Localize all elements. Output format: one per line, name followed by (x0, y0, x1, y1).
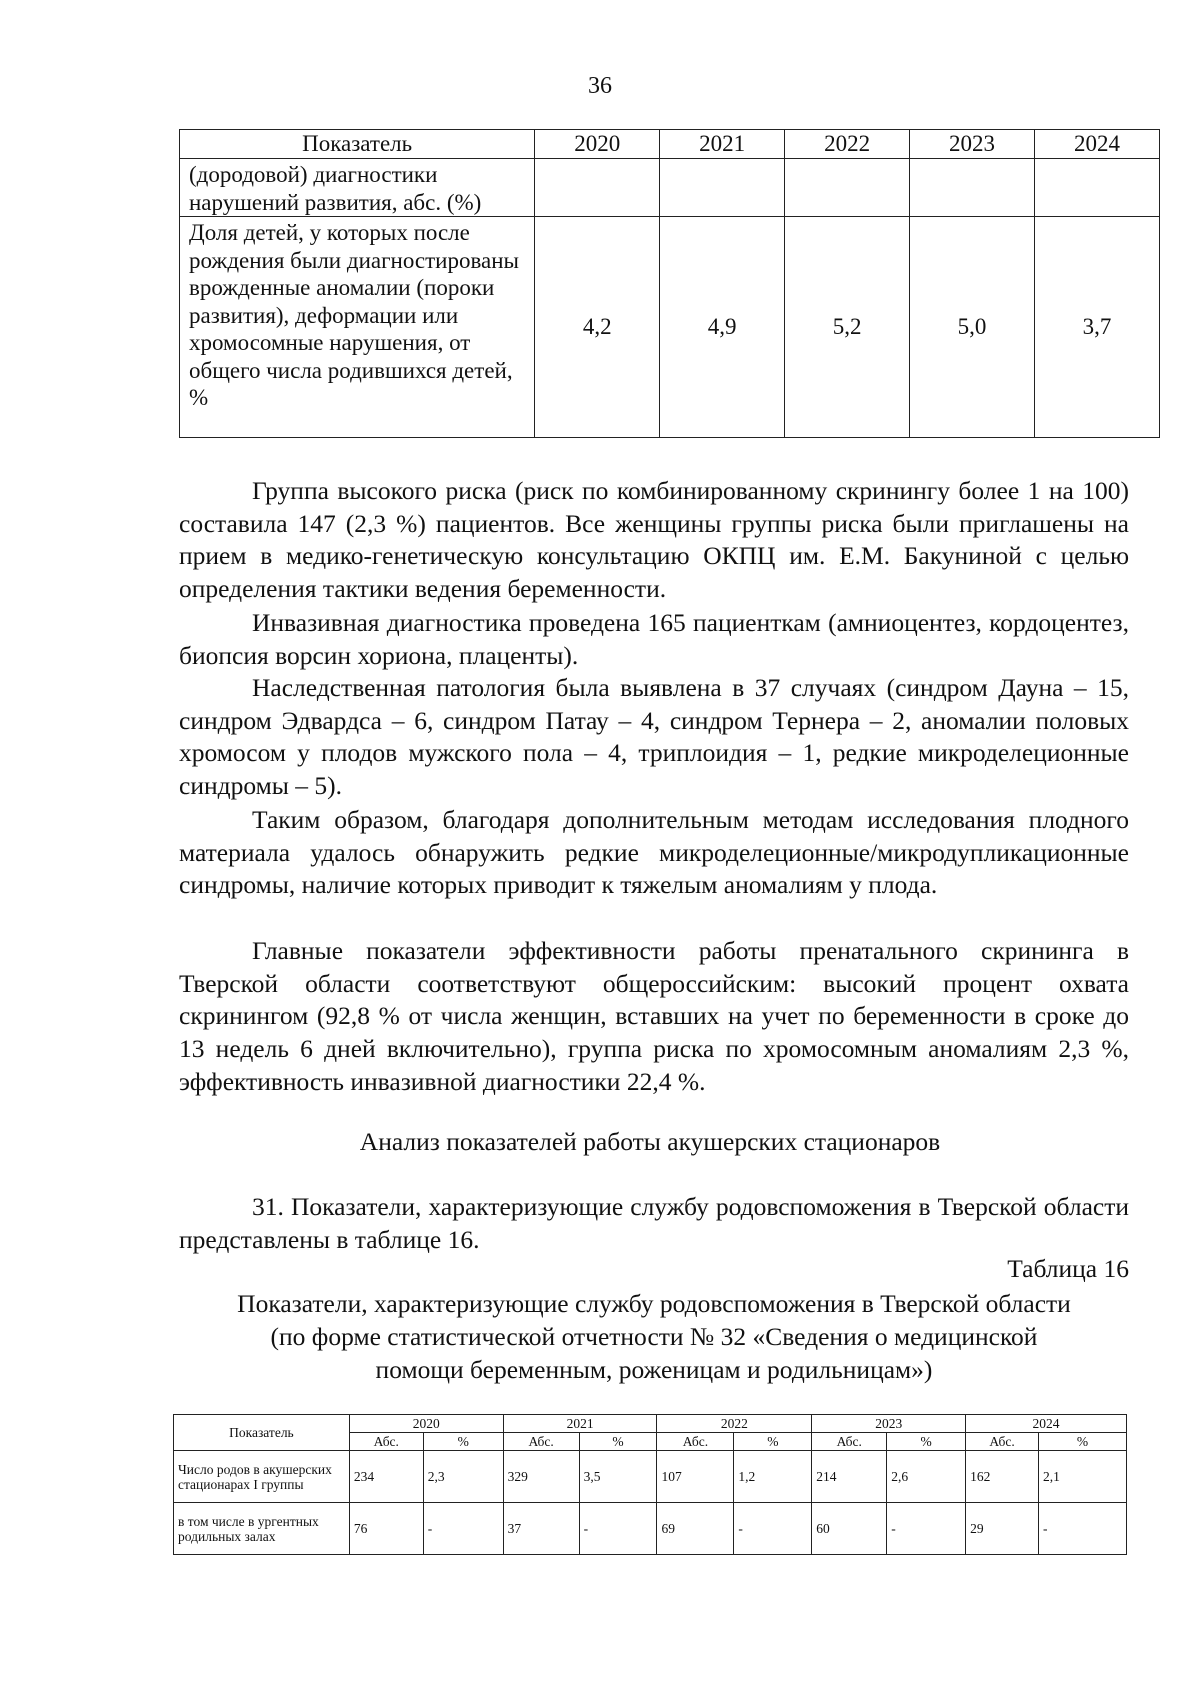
table-row (174, 1503, 1127, 1555)
cell-value: 214 (812, 1451, 887, 1503)
row-label: в том числе в ургентных родильных залах (174, 1503, 350, 1555)
header-year: 2024 (966, 1415, 1127, 1433)
table-row (180, 217, 1160, 438)
header-pct: % (579, 1433, 657, 1451)
header-year: 2020 (349, 1415, 503, 1433)
header-year: 2020 (535, 130, 660, 159)
cell-value: 3,5 (579, 1451, 657, 1503)
header-year: 2021 (503, 1415, 657, 1433)
cell-value: 329 (503, 1451, 579, 1503)
header-abs: Абс. (966, 1433, 1039, 1451)
cell-value: 4,9 (660, 217, 785, 438)
cell-value: 3,7 (1034, 217, 1159, 438)
paragraph-invasive-diagnostics: Инвазивная диагностика проведена 165 пациенткам (амниоцентез, кордоцентез, биопсия ворсин хориона, плаценты). (179, 608, 1129, 670)
paragraph-conclusion: Таким образом, благодаря дополнительным методам исследования плодного материала удалось обнаружить редкие микроделеционные/микродупликационные синдромы, наличие которых приводит к тяжелым аномалиям у плода. (179, 805, 1129, 900)
caption-line: помощи беременным, роженицам и родильницам») (375, 1355, 933, 1384)
cell-value: 162 (966, 1451, 1039, 1503)
paragraph-main-indicators: Главные показатели эффективности работы пренатального скрининга в Тверской области соответствуют общероссийским: высокий процент охвата скринингом (92,8 % от числа женщин, вставших на учет по беременности в сроке до 13 недель 6 дней включительно), группа риска по хромосомным аномалиям 2,3 %, эффективность инвазивной диагностики 22,4 %. (179, 936, 1129, 1096)
obstetric-service-table (173, 1414, 1127, 1555)
row-label: Число родов в акушерских стационарах I группы (174, 1451, 350, 1503)
row-label: Доля детей, у которых после рождения были диагностированы врожденные аномалии (пороки развития), деформации или хромосомные нарушения, от общего числа родившихся детей, % (180, 217, 535, 438)
header-abs: Абс. (503, 1433, 579, 1451)
header-pct: % (887, 1433, 966, 1451)
cell-value: 2,6 (887, 1451, 966, 1503)
cell-value: 4,2 (535, 217, 660, 438)
header-abs: Абс. (812, 1433, 887, 1451)
cell-value (910, 159, 1035, 217)
cell-value: - (423, 1503, 503, 1555)
header-abs: Абс. (349, 1433, 423, 1451)
table-label: Таблица 16 (1007, 1254, 1129, 1283)
header-pct: % (734, 1433, 812, 1451)
header-abs: Абс. (657, 1433, 734, 1451)
cell-value: 1,2 (734, 1451, 812, 1503)
cell-value: - (887, 1503, 966, 1555)
cell-value: 107 (657, 1451, 734, 1503)
header-year: 2024 (1034, 130, 1159, 159)
cell-value: 5,0 (910, 217, 1035, 438)
paragraph-31: 31. Показатели, характеризующие службу родовспоможения в Тверской области представлены в таблице 16. (179, 1192, 1129, 1254)
header-year: 2021 (660, 130, 785, 159)
header-pct: % (423, 1433, 503, 1451)
cell-value: 2,1 (1039, 1451, 1127, 1503)
table-caption (179, 1287, 1129, 1386)
header-pct: % (1039, 1433, 1127, 1451)
cell-value: 29 (966, 1503, 1039, 1555)
cell-value (785, 159, 910, 217)
page-number: 36 (588, 73, 612, 99)
cell-value: - (1039, 1503, 1127, 1555)
cell-value: 2,3 (423, 1451, 503, 1503)
cell-value: 60 (812, 1503, 887, 1555)
cell-value (1034, 159, 1159, 217)
table-row (174, 1451, 1127, 1503)
paragraph-high-risk-group: Группа высокого риска (риск по комбинированному скринингу более 1 на 100) составила 147 (2,3 %) пациентов. Все женщины группы риска были приглашены на прием в медико-генетическую консультацию ОКПЦ им. Е.М. Бакуниной с целью определения тактики ведения беременности. (179, 476, 1129, 604)
paragraph-hereditary-pathology: Наследственная патология была выявлена в 37 случаях (синдром Дауна – 15, синдром Эдвардса – 6, синдром Патау – 4, синдром Тернера – 2, аномалии половых хромосом у плодов мужского пола – 4, триплоидия – 1, редкие микроделеционные синдромы – 5). (179, 673, 1129, 801)
caption-line: (по форме статистической отчетности № 32 «Сведения о медицинской (270, 1322, 1038, 1351)
cell-value: 37 (503, 1503, 579, 1555)
header-year: 2022 (785, 130, 910, 159)
header-indicator: Показатель (174, 1415, 350, 1451)
table-header-row (180, 130, 1160, 159)
cell-value: - (734, 1503, 812, 1555)
header-year: 2023 (812, 1415, 966, 1433)
indicators-table-continued (179, 129, 1160, 438)
header-year: 2022 (657, 1415, 812, 1433)
header-year: 2023 (910, 130, 1035, 159)
cell-value: 234 (349, 1451, 423, 1503)
table-header-row (174, 1415, 1127, 1433)
caption-line: Показатели, характеризующие службу родовспоможения в Тверской области (237, 1289, 1071, 1318)
cell-value: - (579, 1503, 657, 1555)
cell-value: 69 (657, 1503, 734, 1555)
header-indicator: Показатель (180, 130, 535, 159)
cell-value: 5,2 (785, 217, 910, 438)
cell-value (660, 159, 785, 217)
cell-value (535, 159, 660, 217)
cell-value: 76 (349, 1503, 423, 1555)
table-row (180, 159, 1160, 217)
row-label: (дородовой) диагностики нарушений развития, абс. (%) (180, 159, 535, 217)
section-heading: Анализ показателей работы акушерских стационаров (359, 1127, 941, 1156)
